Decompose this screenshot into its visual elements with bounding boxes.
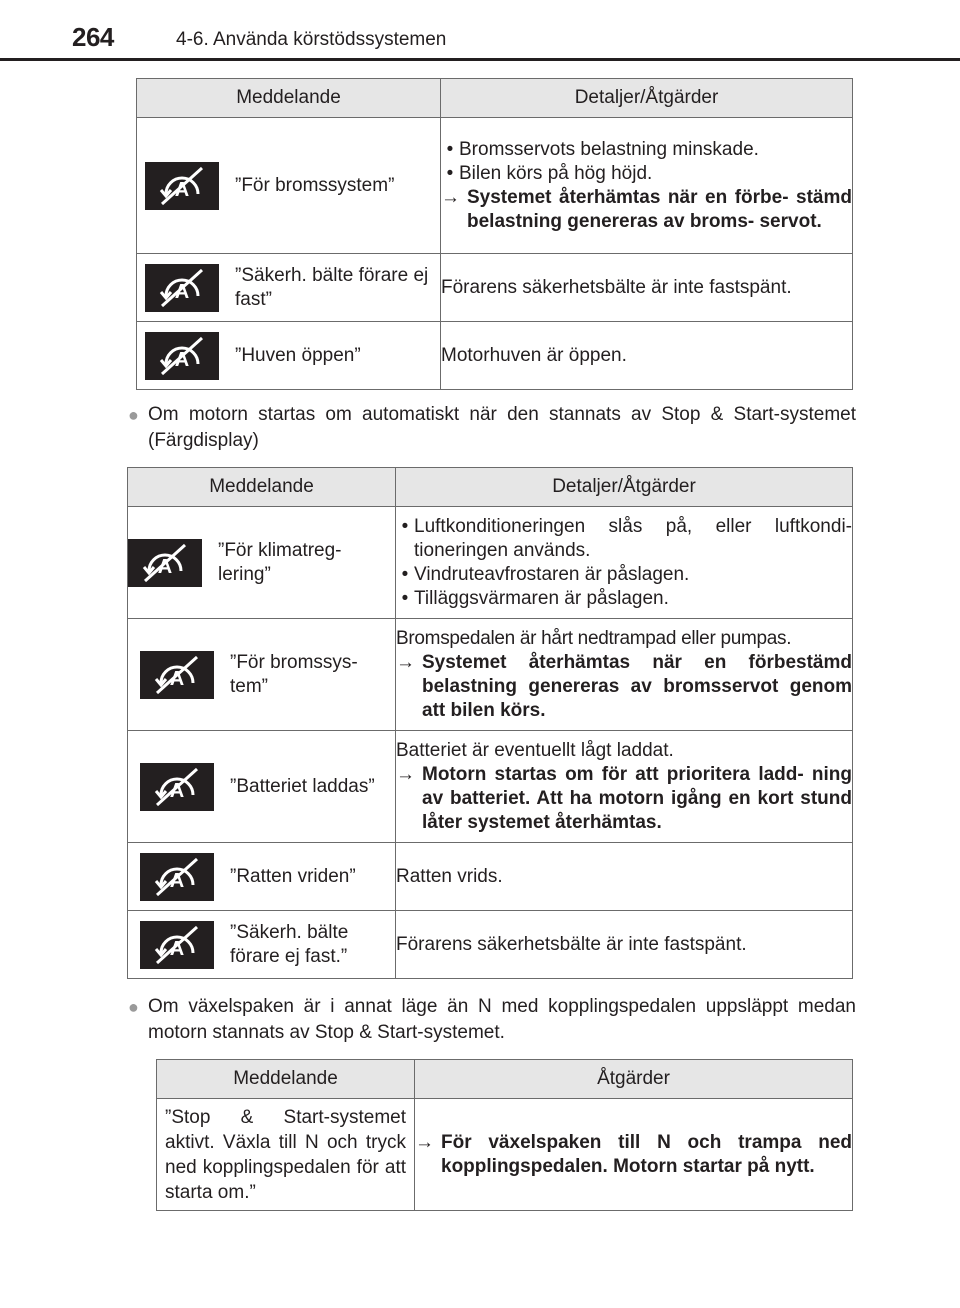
stop-start-off-icon	[140, 853, 214, 901]
section-title: 4-6. Använda körstödssystemen	[176, 29, 447, 50]
table-row	[128, 731, 853, 843]
table-row: ”För klimatreg- lering” • Luftkonditioneringen slås på, eller luftkondi- tioneringen används. • Vindruteavfrostaren är påslagen. • Tilläggsvärmaren är påslagen.	[128, 507, 853, 619]
message-text: ”För klimatreg- lering”	[218, 539, 342, 585]
table-row	[128, 911, 853, 979]
action-text: För växelspaken till N och trampa ned kopplingspedalen. Motorn startar på nytt.	[441, 1131, 852, 1177]
col-header-details: Detaljer/Åtgärder	[396, 468, 853, 507]
table-messages-2	[127, 467, 853, 979]
arrow-icon: →	[396, 763, 415, 785]
arrow-icon: →	[441, 186, 460, 208]
table-messages-1	[136, 78, 853, 390]
detail-text: Förarens säkerhetsbälte är inte fastspänt.	[396, 911, 853, 979]
col-header-actions: Åtgärder	[415, 1060, 853, 1099]
detail-text: Förarens säkerhetsbälte är inte fastspänt.	[441, 254, 853, 322]
table-messages-3	[156, 1059, 853, 1211]
table-row	[137, 254, 853, 322]
stop-start-off-icon	[128, 539, 202, 587]
header-rule	[0, 58, 960, 61]
message-text: ”Säkerh. bälte förare ej fast.”	[230, 921, 349, 967]
page-number: 264	[72, 22, 114, 52]
note-bullet-icon: ●	[128, 997, 139, 1017]
detail-text: Bromspedalen är hårt nedtrampad eller pumpas.	[396, 627, 792, 649]
table-row	[128, 619, 853, 731]
detail-text: Motorhuven är öppen.	[441, 322, 853, 390]
stop-start-off-icon	[145, 264, 219, 312]
table-row: ”För bromssystem” • Bromsservots belastning minskade. • Bilen körs på hög höjd. → Systemet återhämtas när en förbe- stämd belastning genereras av broms- servot.	[137, 118, 853, 254]
table-row	[137, 322, 853, 390]
message-text: ”Batteriet laddas”	[230, 775, 375, 797]
message-text: ”För bromssys- tem”	[230, 651, 358, 697]
stop-start-off-icon	[140, 651, 214, 699]
col-header-message: Meddelande	[128, 468, 396, 507]
detail-bullet: Tilläggsvärmaren är påslagen.	[414, 587, 669, 609]
action-text: Motorn startas om för att prioritera ladd- ning av batteriet. Att ha motorn igång en kort stund låter systemet återhämtas.	[422, 763, 852, 833]
page-header	[0, 0, 960, 60]
stop-start-off-icon	[145, 162, 219, 210]
col-header-message: Meddelande	[137, 79, 441, 118]
note-gear-lever: ● Om växelspaken är i annat läge än N med kopplingspedalen uppsläppt medan motorn stannats av Stop & Start-systemet.	[128, 994, 856, 1046]
arrow-icon: →	[396, 651, 415, 673]
stop-start-off-icon	[145, 332, 219, 380]
detail-bullet: Bromsservots belastning minskade.	[459, 138, 759, 160]
col-header-message: Meddelande	[157, 1060, 415, 1099]
detail-bullet: Vindruteavfrostaren är påslagen.	[414, 563, 690, 585]
message-text: ”För bromssystem”	[235, 174, 395, 196]
message-text: ”Ratten vriden”	[230, 865, 356, 887]
table-row	[157, 1099, 853, 1211]
detail-bullet: Bilen körs på hög höjd.	[459, 162, 653, 184]
message-text: ”Huven öppen”	[235, 344, 361, 366]
detail-bullet: Luftkonditioneringen slås på, eller luftkondi- tioneringen används.	[414, 515, 852, 561]
detail-text: Ratten vrids.	[396, 843, 853, 911]
stop-start-off-icon	[140, 921, 214, 969]
col-header-details: Detaljer/Åtgärder	[441, 79, 853, 118]
message-text: ”Stop & Start-systemet aktivt. Växla till N och tryck ned kopplingspedalen för att starta om.”	[165, 1106, 406, 1203]
message-text: ”Säkerh. bälte förare ej fast”	[235, 264, 429, 310]
table-row	[128, 843, 853, 911]
note-bullet-icon: ●	[128, 405, 139, 425]
note-restart-automatic: ● Om motorn startas om automatiskt när den stannats av Stop & Start-systemet (Färgdisplay)	[128, 402, 856, 454]
action-text: Systemet återhämtas när en förbestämd belastning genereras av bromsservot genom att bilen körs.	[422, 651, 852, 721]
arrow-icon: →	[415, 1131, 434, 1153]
stop-start-off-icon	[140, 763, 214, 811]
detail-text: Batteriet är eventuellt lågt laddat.	[396, 739, 674, 761]
action-text: Systemet återhämtas när en förbe- stämd belastning genereras av broms- servot.	[467, 186, 852, 232]
